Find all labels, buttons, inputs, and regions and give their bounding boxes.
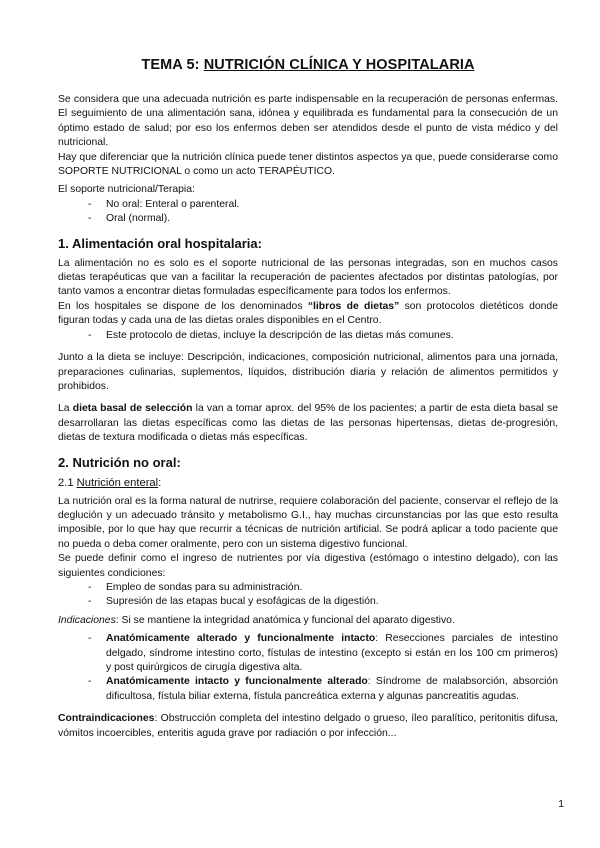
list-item: - Supresión de las etapas bucal y esofágicas de la digestión. bbox=[88, 595, 558, 609]
section-heading-1: 1. Alimentación oral hospitalaria: bbox=[58, 235, 262, 251]
conditions-list bbox=[58, 581, 558, 610]
title-main: NUTRICIÓN CLÍNICA Y HOSPITALARIA bbox=[203, 57, 475, 73]
section2-paragraph-2: Se puede definir como el ingreso de nutrientes por vía digestiva (estómago o intestino delgado), con las siguientes condiciones: bbox=[58, 553, 558, 579]
page-number: 1 bbox=[558, 799, 564, 810]
indicaciones-paragraph: Indicaciones: Si se mantiene la integridad anatómica y funcional del aparato digestivo. bbox=[58, 614, 455, 626]
list-item: - No oral: Enteral o parenteral. bbox=[88, 198, 558, 212]
section1-paragraph-4: La dieta basal de selección la van a tomar aprox. del 95% de los pacientes; a partir de esta dieta basal se desarrollaran las dietas específicas como las dietas de las personas hipertensas, dietas de-progresión, dietas de textura modificada o dietas más específicas. bbox=[58, 403, 558, 444]
intro-paragraph-2: Hay que diferenciar que la nutrición clínica puede tener distintos aspectos ya que, puede considerarse como SOPORTE NUTRICIONAL o como un acto TERAPÉUTICO. bbox=[58, 151, 558, 178]
indicaciones-list bbox=[58, 632, 558, 704]
section1-paragraph-1: La alimentación no es solo es el soporte nutricional de las personas integradas, son en muchos casos dietas terapéuticas que van a facilitar la recuperación de pacientes afectados por distintas patologías, por tanto vamos a encontrar dietas formuladas específicamente para todos los enfermos. bbox=[58, 257, 558, 298]
list-item: - Anatómicamente intacto y funcionalmente alterado: Síndrome de malabsorción, absorción dificultosa, fístula biliar externa, fístula pancreática externa y algunas pancreatitis agudas. bbox=[88, 675, 558, 704]
section1-paragraph-3: Junto a la dieta se incluye: Descripción, indicaciones, composición nutricional, alimentos para una jornada, preparaciones culinarias, suplementos, líquidos, distribución diaria y relación de alimentos permitidos y prohibidos. bbox=[58, 352, 558, 392]
section1-paragraph-2: En los hospitales se dispone de los denominados “libros de dietas” son protocolos dietéticos donde figuran todas y cada una de las dietas orales disponibles en el Centro. bbox=[58, 300, 558, 327]
subsection-heading: 2.1 Nutrición enteral: bbox=[58, 476, 162, 489]
list-item: - Anatómicamente alterado y funcionalmente intacto: Resecciones parciales de intestino delgado, síndrome intestino corto, fístulas de intestino (excepto si están en los 100 cm primeros) y post quirúrgicos de cirugía digestiva alta. bbox=[88, 632, 558, 675]
section2-paragraph-1: La nutrición oral es la forma natural de nutrirse, requiere colaboración del paciente, conservar el reflejo de la deglución y un adecuado tránsito y metabolismo G.I., hay muchas circunstancias por las que esto resulta imposible, por lo que hay que recurrir a técnicas de nutrición artificial. Se podrá aplicar a todo paciente que no pueda o deba comer oralmente, pero con un sistema digestivo funcional. bbox=[58, 495, 558, 550]
dieta-basal-term: dieta basal de selección bbox=[72, 403, 193, 415]
contraindicaciones-paragraph: Contraindicaciones: Obstrucción completa del intestino delgado o grueso, íleo paralítico, peritonitis difusa, vómitos incoercibles, enteritis aguda grave por radiación o por infección... bbox=[58, 713, 558, 739]
list-item: - Oral (normal). bbox=[88, 212, 558, 226]
indicaciones-label: Indicaciones bbox=[58, 614, 116, 626]
intro-paragraph-1: Se considera que una adecuada nutrición es parte indispensable en la recuperación de personas enfermas. El seguimiento de una alimentación sana, idónea y equilibrada es fundamental para la consecución de un óptimo estado de salud; por eso los enfermos deben ser atendidos desde el punto de vista médico y del nutricional. bbox=[58, 94, 558, 149]
page-title bbox=[58, 57, 558, 73]
section-heading-2: 2. Nutrición no oral: bbox=[58, 454, 181, 470]
contraindicaciones-label: Contraindicaciones bbox=[58, 713, 155, 725]
list-item: - Empleo de sondas para su administración. bbox=[88, 581, 558, 595]
soporte-label: El soporte nutricional/Terapia: bbox=[58, 184, 195, 196]
soporte-list bbox=[58, 198, 558, 227]
title-prefix: TEMA 5: bbox=[141, 57, 204, 73]
libros-de-dietas-term: “libros de dietas” bbox=[307, 300, 400, 312]
list-item: - Este protocolo de dietas, incluye la descripción de las dietas más comunes. bbox=[88, 329, 558, 343]
section1-list bbox=[58, 329, 558, 343]
